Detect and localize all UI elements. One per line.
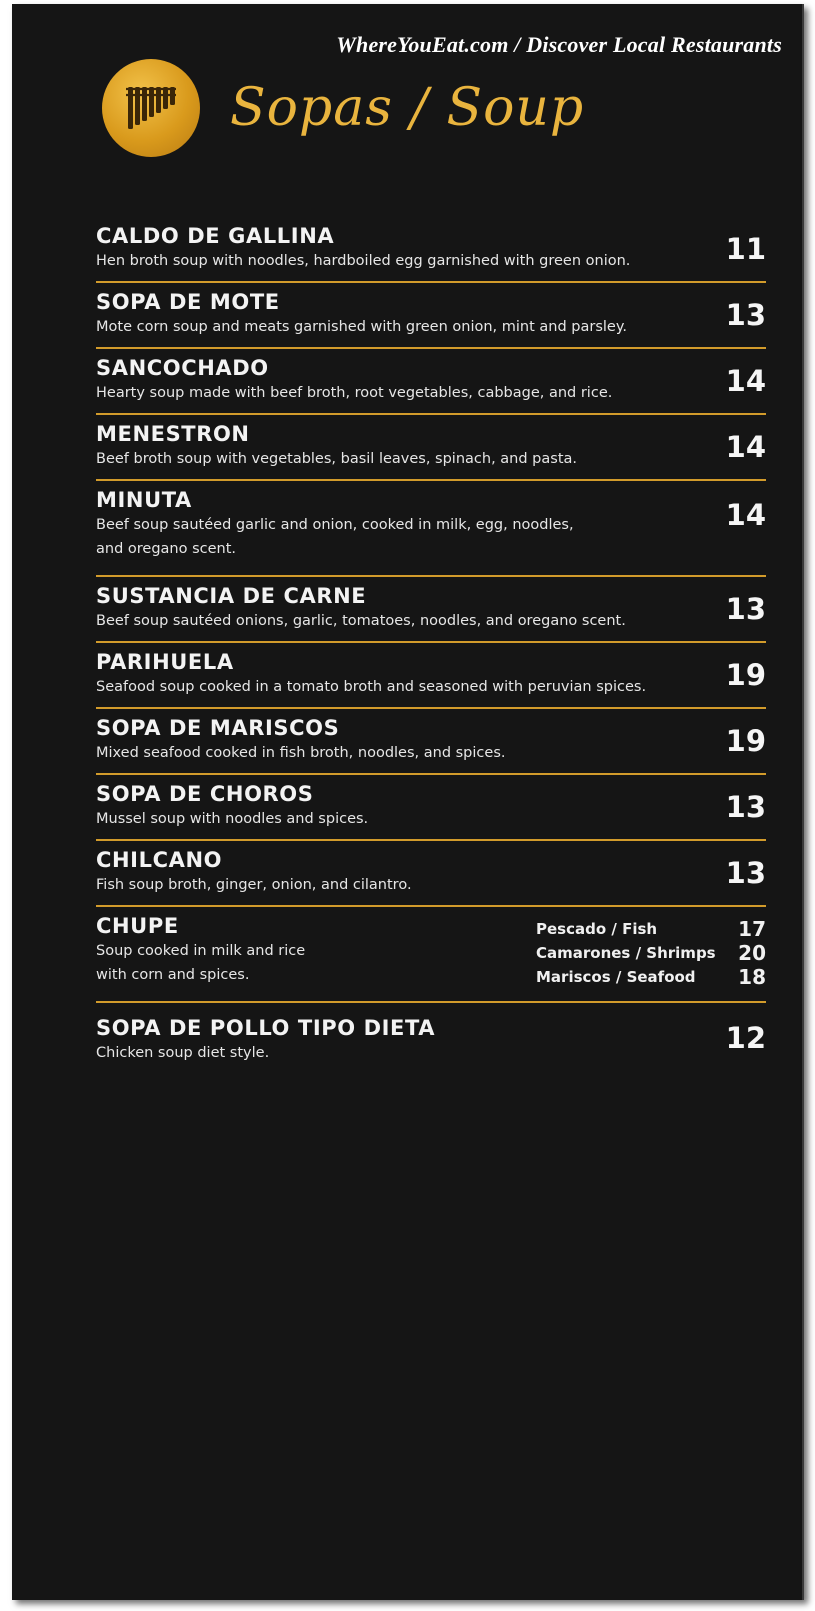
menu-items-list — [96, 217, 766, 1073]
menu-item — [96, 577, 766, 643]
variant-label: Camarones / Shrimps — [536, 944, 716, 962]
item-price: 14 — [725, 498, 766, 532]
menu-item — [96, 643, 766, 709]
variant-price: 20 — [738, 941, 766, 965]
menu-item — [96, 709, 766, 775]
item-description: Soup cooked in milk and rice with corn and spices. — [96, 943, 306, 983]
item-name: SOPA DE MOTE — [96, 290, 280, 314]
chupe-variants — [536, 917, 766, 989]
variant-price: 17 — [738, 917, 766, 941]
item-description: Mote corn soup and meats garnished with green onion, mint and parsley. — [96, 319, 627, 335]
item-name: PARIHUELA — [96, 650, 234, 674]
item-price: 13 — [725, 592, 766, 626]
item-name: CHILCANO — [96, 848, 223, 872]
menu-item — [96, 283, 766, 349]
menu-item — [96, 349, 766, 415]
item-name: CALDO DE GALLINA — [96, 224, 335, 248]
item-description: Mussel soup with noodles and spices. — [96, 811, 369, 827]
item-price: 14 — [725, 364, 766, 398]
menu-item — [96, 841, 766, 907]
item-description: Chicken soup diet style. — [96, 1045, 270, 1061]
menu-page — [12, 4, 804, 1600]
menu-item — [96, 1003, 766, 1073]
item-name: MINUTA — [96, 488, 192, 512]
variant-label: Mariscos / Seafood — [536, 968, 696, 986]
item-price: 13 — [725, 856, 766, 890]
item-description: Beef soup sautéed garlic and onion, cooked in milk, egg, noodles, and oregano scent. — [96, 517, 574, 557]
item-description: Beef broth soup with vegetables, basil leaves, spinach, and pasta. — [96, 451, 578, 467]
menu-item-chupe — [96, 907, 766, 1003]
item-description: Mixed seafood cooked in fish broth, noodles, and spices. — [96, 745, 506, 761]
variant-row — [536, 917, 766, 941]
item-price: 11 — [725, 232, 766, 266]
section-title: Sopas / Soup — [230, 78, 585, 138]
item-name: SANCOCHADO — [96, 356, 269, 380]
menu-item — [96, 415, 766, 481]
menu-item — [96, 775, 766, 841]
section-header — [102, 59, 584, 157]
variant-row — [536, 965, 766, 989]
item-price: 13 — [725, 790, 766, 824]
variant-label: Pescado / Fish — [536, 920, 658, 938]
item-name: SUSTANCIA DE CARNE — [96, 584, 367, 608]
item-price: 19 — [725, 724, 766, 758]
item-price: 12 — [725, 1021, 766, 1055]
pan-flute-icon — [102, 59, 200, 157]
item-description: Hen broth soup with noodles, hardboiled egg garnished with green onion. — [96, 253, 631, 269]
item-name: SOPA DE MARISCOS — [96, 716, 340, 740]
item-price: 19 — [725, 658, 766, 692]
item-price: 14 — [725, 430, 766, 464]
item-price: 13 — [725, 298, 766, 332]
variant-price: 18 — [738, 965, 766, 989]
item-name: SOPA DE CHOROS — [96, 782, 314, 806]
item-description: Beef soup sautéed onions, garlic, tomatoes, noodles, and oregano scent. — [96, 613, 626, 629]
item-name: SOPA DE POLLO TIPO DIETA — [96, 1016, 436, 1040]
item-description: Seafood soup cooked in a tomato broth and seasoned with peruvian spices. — [96, 679, 647, 695]
item-name: CHUPE — [96, 914, 179, 938]
item-description: Fish soup broth, ginger, onion, and cilantro. — [96, 877, 412, 893]
item-description: Hearty soup made with beef broth, root vegetables, cabbage, and rice. — [96, 385, 613, 401]
site-watermark: WhereYouEat.com / Discover Local Restaurants — [336, 32, 782, 57]
variant-row — [536, 941, 766, 965]
item-name: MENESTRON — [96, 422, 250, 446]
menu-item — [96, 217, 766, 283]
menu-item — [96, 481, 766, 577]
